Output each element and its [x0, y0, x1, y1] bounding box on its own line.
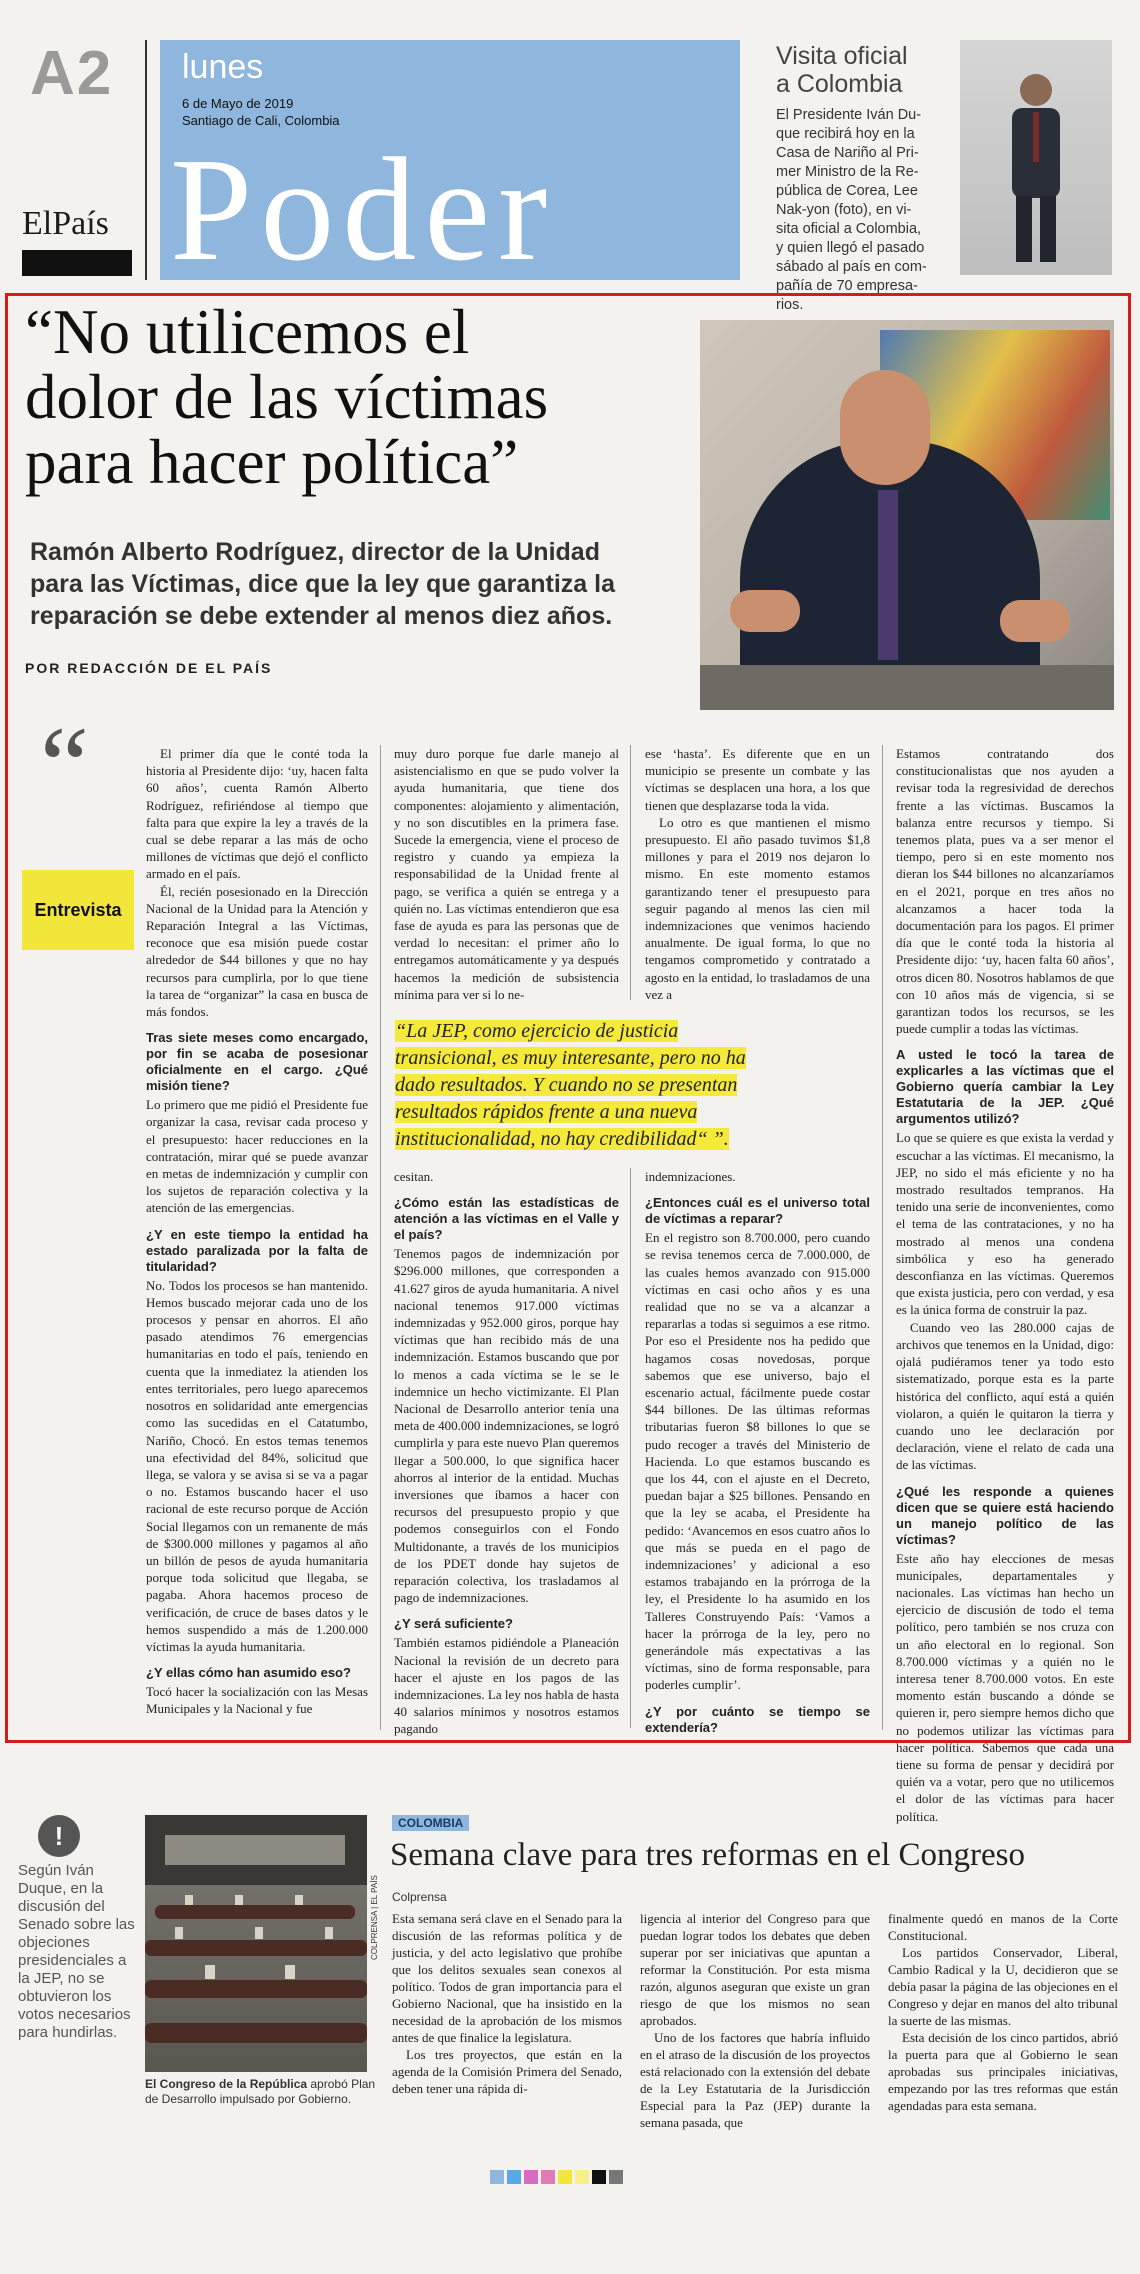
- color-swatch: [507, 2170, 521, 2184]
- interview-question: A usted le tocó la tarea de explicarles a las víctimas que el Gobierno quería cambiar la Ley Estatutaria de la JEP. ¿Qué argumentos utilizó?: [896, 1047, 1114, 1127]
- caption-bold: El Congreso de la República: [145, 2077, 308, 2091]
- print-color-swatches: [490, 2170, 626, 2189]
- quote-mark-icon: “: [40, 704, 89, 826]
- page-number: A2: [30, 39, 114, 108]
- paragraph: Tocó hacer la socialización con las Mesas Municipales y la Nacional y fue: [146, 1684, 368, 1717]
- date-line: 6 de Mayo de 2019: [182, 96, 294, 111]
- newspaper-logo: ElPaís: [22, 205, 109, 242]
- caption-text: aprobó Plan de Desarrollo impulsado por Gobierno.: [145, 2077, 376, 2106]
- color-swatch: [609, 2170, 623, 2184]
- deck-line: Ramón Alberto Rodríguez, director de la Unidad: [30, 538, 600, 566]
- person-figure-icon: [998, 68, 1074, 268]
- photo-credit: COLPRENSA | EL PAÍS: [370, 1875, 379, 1960]
- paragraph: Cuando veo las 280.000 cajas de archivos que tenemos en la Unidad, digo: ojalá pudiéramos tener ya todo esto sistematizado, porque esta es la parte histórica del conflicto, aquí está a quién violaron, a quién le quitaron la tierra y cuando uno lee declaración por declaración, viene el relato de cada una de las víctimas.: [896, 1319, 1114, 1473]
- congress-photo: [145, 1815, 367, 2072]
- paragraph: cesitan.: [394, 1169, 434, 1184]
- pull-quote-line: “La JEP, como ejercicio de justicia: [395, 1020, 679, 1042]
- article-deck: [30, 536, 690, 632]
- visita-title-line: a Colombia: [776, 70, 903, 98]
- article-headline: [25, 297, 665, 497]
- paragraph: Los partidos Conservador, Liberal, Cambio Radical y la U, decidieron que se debía pasar la página de las objeciones en el Congreso y dejar en manos del alto tribunal la suerte de las mismas.: [888, 1945, 1118, 2028]
- banner-date: [182, 95, 340, 129]
- visita-photo: [960, 40, 1112, 275]
- visita-body-line: El Presidente Iván Du-: [776, 107, 922, 123]
- person-tie: [878, 490, 898, 660]
- paragraph: Tenemos pagos de indemnización por $296.000 millones, que corresponden a 41.627 giros de ayuda humanitaria. A nivel nacional tenemos 917.000 víctimas indemnizadas y 952.000 giros, porque hay víctimas que han recibido más de una indemnización. Estamos buscando que por lo menos a cada víctima se le se le indemnice un hecho victimizante. El Plan Nacional de Desarrollo anterior tenía una meta de 400.000 indemnizaciones, se logró cumplirla y para este nuevo Plan queremos llegar a 500.000, lo que significa hacer ahorros al interior de la entidad. Muchas inversiones que íbamos a hacer con recursos del presupuesto propio y que podemos conseguirlos con el Fondo Multidonante, a través de los municipios de los PDET donde hay sujetos de reparación colectiva, los trasladamos al pago de indemnizaciones.: [394, 1246, 619, 1606]
- color-swatch: [541, 2170, 555, 2184]
- paragraph: Los tres proyectos, que están en la agenda de la Comisión Primera del Senado, deben tener una rápida di-: [392, 2047, 622, 2096]
- interview-photo: [700, 320, 1114, 710]
- photo-caption: [145, 2077, 385, 2107]
- section-title: Poder: [170, 128, 556, 292]
- desk: [700, 665, 1114, 710]
- paragraph: Estamos contratando dos constitucionalistas que nos ayuden a revisar toda la regresividad de derechos frente a las víctimas. Buscamos la balanza entre recursos y tiempo. Si tenemos plata, pues va a ser menor el tiempo, pero si en este momento nos dieran los $44 billones no alcanzaríamos en el 2021, porque en tres años no alcanzamos a hacer toda la documentación para los pagos. El primer día que le conté toda la historia al Presidente dijo: ‘uy, hacen falta 60 años’, otros dicen 80. Nosotros hablamos de que con 10 años más de vigencia, si se garantizan todos los recursos, se les puede cumplir a todas las víctimas.: [896, 746, 1114, 1037]
- article-column-2-bottom: [394, 1168, 619, 1738]
- color-swatch: [524, 2170, 538, 2184]
- interview-question: ¿Y ellas cómo han asumido eso?: [146, 1665, 351, 1681]
- bottom-source: Colprensa: [392, 1890, 447, 1904]
- paragraph: finalmente quedó en manos de la Corte Constitucional.: [888, 1911, 1118, 1943]
- bottom-column-3: [888, 1910, 1118, 2114]
- paragraph: Uno de los factores que habría influido en el atraso de la discusión de los proyectos está relacionado con la extensión del debate de la Ley Estatutaria de la Jurisdicción Especial para la Paz (JEP) durante la semana pasada, que: [640, 2030, 870, 2130]
- visita-body-line: Casa de Nariño al Pri-: [776, 145, 919, 161]
- column-divider: [630, 1168, 631, 1728]
- section-tag: COLOMBIA: [392, 1815, 469, 1831]
- paragraph: Lo otro es que mantienen el mismo presupuesto. El año pasado tuvimos $1,8 millones y para el 2019 nos dejaron lo mismo. En este momento estamos garantizando tener el presupuesto para seguir pagando al menos las cien mil indemnizaciones que venimos haciendo anualmente. De igual forma, lo que no tengamos comprometido y contratado a agosto en la entidad, lo trasladamos de una vez a: [645, 814, 870, 1002]
- paragraph: En el registro son 8.700.000, pero cuando se revisa tenemos cerca de 7.000.000, de las cuales hemos avanzado con 915.000 víctimas en casi ocho años y es una realidad que no se va a alcanzar a repararlas a todas si seguimos a ese ritmo. Por eso el Presidente nos ha pedido que hagamos cosas novedosas, porque sabemos que ese universo, bajo el escenario actual, fácilmente puede costar $44 billones. De las últimas reformas tributarias fueron $8 billones lo que se pudo recoger a través del Ministerio de Hacienda. Lo que estamos buscando es que los 44, con el ajuste en el Decreto, puedan bajar a $25 billones. Pensando en que la ley se acaba, el Presidente ha pedido: ‘Avancemos en esos cuatro años lo que más se pueda en el pago de indemnizaciones’ y adicional a eso estamos trabajando en la prórroga de la ley, el Presidente lo ha asumido en los Talleres Construyendo País: ‘Vamos a hacer la prórroga de la ley, pero no generándole más expectativas a las víctimas, sino de forma responsable, para poderles cumplir’.: [645, 1230, 870, 1693]
- paragraph: Esta decisión de los cinco partidos, abrió la puerta para que al Gobierno le sean aprobadas sus principales iniciativas, empezando por las tres reformas que están agendadas para esta semana.: [888, 2030, 1118, 2113]
- paragraph: Esta semana será clave en el Senado para la discusión de las reformas política y de justicia, y del acto legislativo que prohíbe que los delitos sexuales sean conexos al político. Todos de gran importancia para el Gobierno Nacional, que ha insistido en la necesidad de la aprobación de los mismos antes de que finalice la legislatura.: [392, 1911, 622, 2045]
- interview-question: ¿Qué les responde a quienes dicen que se quiere está haciendo un manejo político de las víctimas?: [896, 1483, 1114, 1547]
- bottom-headline: Semana clave para tres reformas en el Congreso: [390, 1837, 1025, 1873]
- pull-quote-line: resultados rápidos frente a una nueva: [395, 1101, 698, 1123]
- interview-question: Tras siete meses como encargado, por fin se acaba de posesionar oficialmente en el cargo. ¿Qué misión tiene?: [146, 1030, 368, 1094]
- headline-line: “No utilicemos el: [25, 297, 470, 367]
- logo-bar: [22, 250, 132, 276]
- alert-icon: !: [38, 1815, 80, 1857]
- pull-quote-line: institucionalidad, no hay credibilidad“ ”.: [395, 1128, 729, 1150]
- paragraph: El primer día que le conté toda la historia al Presidente dijo: ‘uy, hacen falta 60 años’, cuenta Ramón Alberto Rodríguez, refiriéndose al tiempo que falta para que expire la ley a través de la cual se debe reparar a las más de ocho millones de víctimas que dejó el conflicto armado en el país.: [146, 746, 368, 882]
- congress-seats-illustration: [145, 1815, 367, 2072]
- byline: POR REDACCIÓN DE EL PAÍS: [25, 660, 273, 676]
- entrevista-tag: [22, 870, 134, 950]
- person-hand-left: [730, 590, 800, 632]
- deck-line: reparación se debe extender al menos diez años.: [30, 602, 613, 630]
- person-hand-right: [1000, 600, 1070, 642]
- column-divider: [882, 745, 883, 1730]
- article-column-3-top: [645, 745, 870, 1003]
- headline-line: para hacer política”: [25, 427, 519, 497]
- paragraph: Este año hay elecciones de mesas municipales, departamentales y nacionales. Las víctimas han hecho un ejercicio de discusión de todo el tema político, pero también se nos cruza con un año electoral en lo regional. Son 8.700.000 víctimas y a quién no le interesa tener 8.700.000 votos. En este momento están buscando a dónde se quieren ir, pero siempre hemos dicho que no podemos utilizar las víctimas para hacer política. Sabemos que cada una tiene su forma de pensar y decidirá por quién va a votar, pero que no utilicemos el dolor de las víctimas para hacer política.: [896, 1550, 1114, 1824]
- deck-line: para las Víctimas, dice que la ley que garantiza la: [30, 570, 615, 598]
- color-swatch: [490, 2170, 504, 2184]
- pull-quote-line: dado resultados. Y cuando no se presentan: [395, 1074, 738, 1096]
- visita-title-line: Visita oficial: [776, 42, 908, 70]
- person-head: [840, 370, 930, 485]
- paragraph: indemnizaciones.: [645, 1169, 736, 1184]
- visita-body-line: pública de Corea, Lee: [776, 183, 918, 199]
- paragraph: Lo que se quiere es que exista la verdad y escuchar a las víctimas. El mecanismo, la JEP, no sido el más eficiente y no ha mostrado resultados tempranos. Ha tenido una serie de inconvenientes, como el tema de las contrataciones, y no ha mostrado al menos una condena simbólica y eso ha generado desconfianza en las víctimas. Queremos que exista justicia, pero con verdad, y esa es la única forma de construir la paz.: [896, 1130, 1114, 1318]
- color-swatch: [558, 2170, 572, 2184]
- article-column-4: [896, 745, 1114, 1825]
- interview-question: ¿Y por cuánto se tiempo se extendería?: [645, 1703, 870, 1735]
- paragraph: ligencia al interior del Congreso para que puedan lograr todos los debates que deben superar por ser iniciativas que apuntan a reformar la Constitución. Por esta misma razón, algunos aseguran que existe un gran riesgo de que los mismos no sean aprobados.: [640, 1911, 870, 2028]
- column-divider: [380, 745, 381, 1730]
- visita-body-line: sábado al país en com-: [776, 259, 927, 275]
- section-banner: [160, 40, 740, 292]
- bottom-column-2: [640, 1910, 870, 2131]
- bottom-column-1: [392, 1910, 622, 2097]
- visita-body-line: rios.: [776, 297, 804, 313]
- column-divider: [630, 745, 631, 1000]
- interview-question: ¿Y en este tiempo la entidad ha estado paralizada por la falta de titularidad?: [146, 1226, 368, 1274]
- article-column-3-bottom: [645, 1168, 870, 1738]
- tag-label: Entrevista: [34, 900, 122, 920]
- paragraph: También estamos pidiéndole a Planeación Nacional la revisión de un decreto para hacer el ajuste en los pagos de las indemnizaciones. La ley nos habla de hasta 40 salarios mínimos y nosotros estamos pagando: [394, 1635, 619, 1737]
- visita-body-line: sita oficial a Colombia,: [776, 221, 922, 237]
- pull-quote-line: transicional, es muy interesante, pero no ha: [395, 1047, 746, 1069]
- paragraph: Lo primero que me pidió el Presidente fue organizar la casa, revisar cada proceso y el presupuesto: hacer reducciones en la contratación, mirar qué se puede avanzar en metas de indemnización y cumplir con los sujetos de reparación colectiva y la atención de las emergencias.: [146, 1097, 368, 1216]
- visita-body-line: Nak-yon (foto), en vi-: [776, 202, 912, 218]
- banner-day: lunes: [182, 48, 264, 86]
- visita-brief: [776, 42, 961, 315]
- headline-line: dolor de las víctimas: [25, 362, 549, 432]
- paragraph: No. Todos los procesos se han mantenido. Hemos buscado mejorar cada uno de los procesos y pensar en ahorros. El año pasado atendimos 76 emergencias humanitarias en todo el país, teniendo en cuenta que la inmediatez la atienden los entes territoriales, pero luego aparecemos nosotros en solidaridad ante emergencias como las sucedidas en el Catatumbo, Nariño, Chocó. En estos temas tenemos una efectividad del 84%, solicitud que llega, se valora y se avisa si se va a pagar o no. Estamos buscando hacer el uso racional de este recurso porque de Acción Social llegamos con un remanente de más de $300.000 millones y pagamos al año un billón de pesos de ayuda humanitaria porque toda solicitud que llegaba, se pagaba. Ahora hacemos proceso de verificación, de cruce de bases datos y le hemos suspendido a más de 1.200.000 víctimas la ayuda humanitaria.: [146, 1277, 368, 1654]
- color-swatch: [575, 2170, 589, 2184]
- article-column-2-top: [394, 745, 619, 1003]
- side-note: Según Iván Duque, en la discusión del Senado sobre las objeciones presidenciales a la JEP, no se obtuvieron los votos necesarios para hundirlas.: [18, 1862, 135, 2041]
- pull-quote: [395, 1018, 870, 1153]
- paragraph: ese ‘hasta’. Es diferente que en un municipio se presente un combate y las víctimas se desplacen una hora, a los que tienen que desplazarse toda la vida.: [645, 746, 870, 813]
- interview-question: ¿Entonces cuál es el universo total de víctimas a reparar?: [645, 1195, 870, 1227]
- visita-body-line: y quien llegó el pasado: [776, 240, 925, 256]
- paragraph: Él, recién posesionado en la Dirección Nacional de la Unidad para la Atención y Reparación Integral a las Víctimas, reconoce que esa misión puede costar alrededor de $44 billones y que no hay recursos para cumplirla, por lo que tiene la tarea de “organizar” la casa en busca de más fondos.: [146, 883, 368, 1020]
- visita-body: [776, 106, 961, 315]
- paragraph: muy duro porque fue darle manejo al asistencialismo en que se pudo volver la ayuda humanitaria, que tiene dos componentes: alojamiento y alimentación, y no son discutibles en la primera fase. Sucede la emergencia, viene el proceso de registro y cuando ya empieza la responsabilidad de la Unidad frente al pago, se verifica a quién se entrega y a quién no. Las víctimas entendieron que esa fase de ayuda es para las personas que de verdad lo necesitan: el primer año lo entregamos automáticamente y ya después hacemos la medición de subsistencia mínima para ver si lo ne-: [394, 746, 619, 1002]
- masthead-divider: [145, 40, 147, 280]
- visita-body-line: pañía de 70 empresa-: [776, 278, 918, 294]
- city-line: Santiago de Cali, Colombia: [182, 113, 340, 128]
- color-swatch: [592, 2170, 606, 2184]
- interview-question: ¿Y será suficiente?: [394, 1616, 513, 1632]
- visita-body-line: mer Ministro de la Re-: [776, 164, 919, 180]
- visita-title: [776, 42, 961, 98]
- article-column-1: [146, 745, 368, 1718]
- interview-question: ¿Cómo están las estadísticas de atención a las víctimas en el Valle y el país?: [394, 1195, 619, 1243]
- visita-body-line: que recibirá hoy en la: [776, 126, 915, 142]
